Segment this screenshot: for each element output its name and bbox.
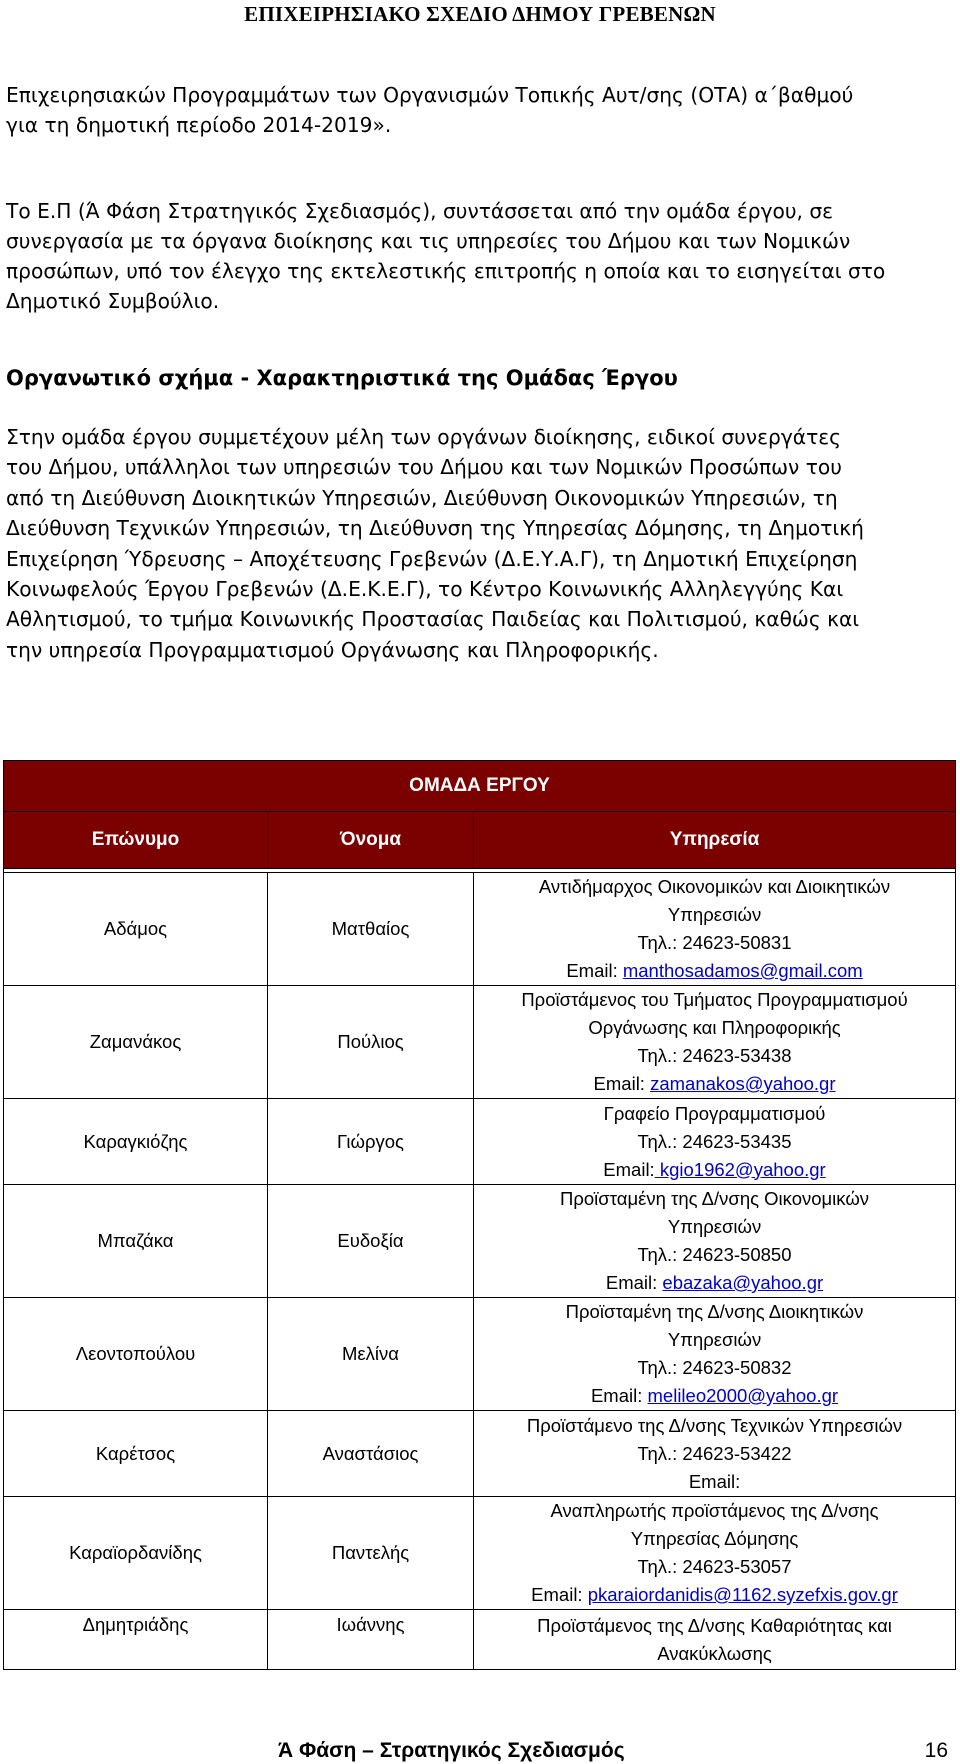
intro-paragraph xyxy=(6,80,954,140)
service-line: Προϊσταμένη της Δ/νσης Οικονομικών xyxy=(560,1188,870,1209)
table-row xyxy=(4,1099,956,1185)
email-line xyxy=(474,1156,955,1184)
column-header-surname: Επώνυμο xyxy=(4,812,268,869)
surname-cell: Καραϊορδανίδης xyxy=(4,1497,268,1610)
service-line: Τηλ.: 24623-50831 xyxy=(637,932,792,953)
email-line xyxy=(474,1269,955,1297)
service-line: Προϊστάμενος του Τμήματος Προγραμματισμού xyxy=(521,989,908,1010)
name-cell: Γιώργος xyxy=(268,1099,474,1185)
email-label: Email: xyxy=(566,960,623,981)
service-line: Προϊστάμενο της Δ/νσης Τεχνικών Υπηρεσιών xyxy=(526,1414,903,1436)
document-header: ΕΠΙΧΕΙΡΗΣΙΑΚΟ ΣΧΕΔΙΟ ΔΗΜΟΥ ΓΡΕΒΕΝΩΝ xyxy=(244,2,716,26)
text-line: Κοινωφελούς Έργου Γρεβενών (Δ.Ε.Κ.Ε.Γ), το Κέντρο Κοινωνικής Αλληλεγγύης Και xyxy=(6,577,844,602)
email-label: Email: xyxy=(603,1158,655,1180)
service-line: Γραφείο Προγραμματισμού xyxy=(603,1102,826,1124)
name-cell: Πούλιος xyxy=(268,986,474,1099)
service-cell xyxy=(474,1497,956,1610)
service-cell xyxy=(474,1099,956,1185)
service-cell xyxy=(474,986,956,1099)
surname-cell: Καρέτσος xyxy=(4,1411,268,1497)
email-label: Email: xyxy=(593,1073,651,1094)
email-line xyxy=(474,1070,955,1098)
page-number: 16 xyxy=(924,1739,948,1762)
name-cell: Παντελής xyxy=(268,1497,474,1610)
surname-cell: Δημητριάδης xyxy=(4,1610,268,1670)
service-cell xyxy=(474,1610,956,1670)
email-link[interactable]: ebazaka@yahoo.gr xyxy=(662,1272,824,1293)
email-link[interactable]: kgio1962@yahoo.gr xyxy=(654,1158,826,1180)
text-line: Αθλητισμού, το τμήμα Κοινωνικής Προστασίας Παιδείας και Πολιτισμού, καθώς και xyxy=(6,607,860,632)
process-paragraph xyxy=(6,196,954,316)
name-cell: Ματθαίος xyxy=(268,873,474,986)
column-header-name: Όνομα xyxy=(268,812,474,869)
text-line: Διεύθυνση Τεχνικών Υπηρεσιών, τη Διεύθυνση της Υπηρεσίας Δόμησης, τη Δημοτική xyxy=(6,516,864,541)
service-line: Υπηρεσίας Δόμησης xyxy=(630,1528,799,1549)
surname-cell: Λεοντοπούλου xyxy=(4,1298,268,1411)
text-line: συνεργασία με τα όργανα διοίκησης και τις υπηρεσίες του Δήμου και των Νομικών xyxy=(6,229,851,253)
text-line: για τη δημοτική περίοδο 2014-2019». xyxy=(6,113,392,137)
service-cell xyxy=(474,1185,956,1298)
email-line: Email: xyxy=(688,1470,741,1492)
text-line: προσώπων, υπό τον έλεγχο της εκτελεστικής επιτροπής η οποία και το εισηγείται στο xyxy=(6,259,886,283)
surname-cell: Μπαζάκα xyxy=(4,1185,268,1298)
table-row xyxy=(4,873,956,986)
table-row xyxy=(4,986,956,1099)
email-link[interactable]: manthosadamos@gmail.com xyxy=(622,960,863,981)
name-cell: Ιωάννης xyxy=(268,1610,474,1670)
table-row xyxy=(4,1185,956,1298)
email-label: Email: xyxy=(605,1272,663,1293)
surname-cell: Καραγκιόζης xyxy=(4,1099,268,1185)
table-row xyxy=(4,1497,956,1610)
text-line: Επιχειρησιακών Προγραμμάτων των Οργανισμών Τοπικής Αυτ/σης (ΟΤΑ) α΄βαθμού xyxy=(6,83,854,107)
text-line: Επιχείρηση Ύδρευσης – Αποχέτευσης Γρεβενών (Δ.Ε.Υ.Α.Γ), τη Δημοτική Επιχείρηση xyxy=(6,546,858,571)
name-cell: Ευδοξία xyxy=(268,1185,474,1298)
section-heading: Οργανωτικό σχήμα - Χαρακτηριστικά της Ομάδας Έργου xyxy=(6,366,678,390)
email-line xyxy=(474,957,955,985)
email-line xyxy=(474,1581,955,1609)
text-line: την υπηρεσία Προγραμματισμού Οργάνωσης και Πληροφορικής. xyxy=(6,637,659,662)
column-header-service: Υπηρεσία xyxy=(474,812,956,869)
footer-text: Ά Φάση – Στρατηγικός Σχεδιασμός xyxy=(278,1739,625,1762)
name-cell: Αναστάσιος xyxy=(268,1411,474,1497)
service-cell xyxy=(474,1411,956,1497)
text-line: από τη Διεύθυνση Διοικητικών Υπηρεσιών, Διεύθυνση Οικονομικών Υπηρεσιών, τη xyxy=(6,485,838,510)
service-cell xyxy=(474,1298,956,1411)
service-line: Αντιδήμαρχος Οικονομικών και Διοικητικών xyxy=(538,876,891,897)
service-line: Υπηρεσιών xyxy=(667,1216,762,1237)
service-line: Τηλ.: 24623-53057 xyxy=(637,1556,792,1577)
service-line: Προϊστάμενος της Δ/νσης Καθαριότητας και xyxy=(537,1614,892,1636)
service-line: Αναπληρωτής προϊστάμενος της Δ/νσης xyxy=(550,1500,879,1521)
service-line: Τηλ.: 24623-53438 xyxy=(637,1045,792,1066)
service-cell xyxy=(474,873,956,986)
service-line: Τηλ.: 24623-53435 xyxy=(637,1130,792,1152)
email-label: Email: xyxy=(531,1584,588,1605)
table-title: ΟΜΑΔΑ ΕΡΓΟΥ xyxy=(4,761,956,812)
surname-cell: Αδάμος xyxy=(4,873,268,986)
service-line: Υπηρεσιών xyxy=(667,904,762,925)
service-line: Προϊσταμένη της Δ/νσης Διοικητικών xyxy=(565,1301,864,1322)
email-link[interactable]: pkaraiordanidis@1162.syzefxis.gov.gr xyxy=(587,1584,898,1605)
team-paragraph xyxy=(6,422,954,665)
text-line: Το Ε.Π (Ά Φάση Στρατηγικός Σχεδιασμός), συντάσσεται από την ομάδα έργου, σε xyxy=(6,199,834,223)
service-line: Τηλ.: 24623-53422 xyxy=(637,1442,792,1464)
service-line: Ανακύκλωσης xyxy=(657,1642,772,1664)
email-line xyxy=(474,1382,955,1410)
project-team-table xyxy=(3,760,956,1670)
service-line: Οργάνωσης και Πληροφορικής xyxy=(588,1017,841,1038)
email-link[interactable]: zamanakos@yahoo.gr xyxy=(650,1073,836,1094)
service-line: Τηλ.: 24623-50832 xyxy=(637,1357,792,1378)
text-line: του Δήμου, υπάλληλοι των υπηρεσιών του Δήμου και των Νομικών Προσώπων του xyxy=(6,455,842,480)
surname-cell: Ζαμανάκος xyxy=(4,986,268,1099)
text-line: Στην ομάδα έργου συμμετέχουν μέλη των οργάνων διοίκησης, ειδικοί συνεργάτες xyxy=(6,425,841,449)
email-label: Email: xyxy=(590,1385,648,1406)
name-cell: Μελίνα xyxy=(268,1298,474,1411)
text-line: Δημοτικό Συμβούλιο. xyxy=(6,289,220,313)
table-row xyxy=(4,1411,956,1497)
table-row xyxy=(4,1610,956,1670)
table-row xyxy=(4,1298,956,1411)
service-line: Υπηρεσιών xyxy=(667,1329,762,1350)
service-line: Τηλ.: 24623-50850 xyxy=(637,1244,792,1265)
email-link[interactable]: melileo2000@yahoo.gr xyxy=(647,1385,839,1406)
